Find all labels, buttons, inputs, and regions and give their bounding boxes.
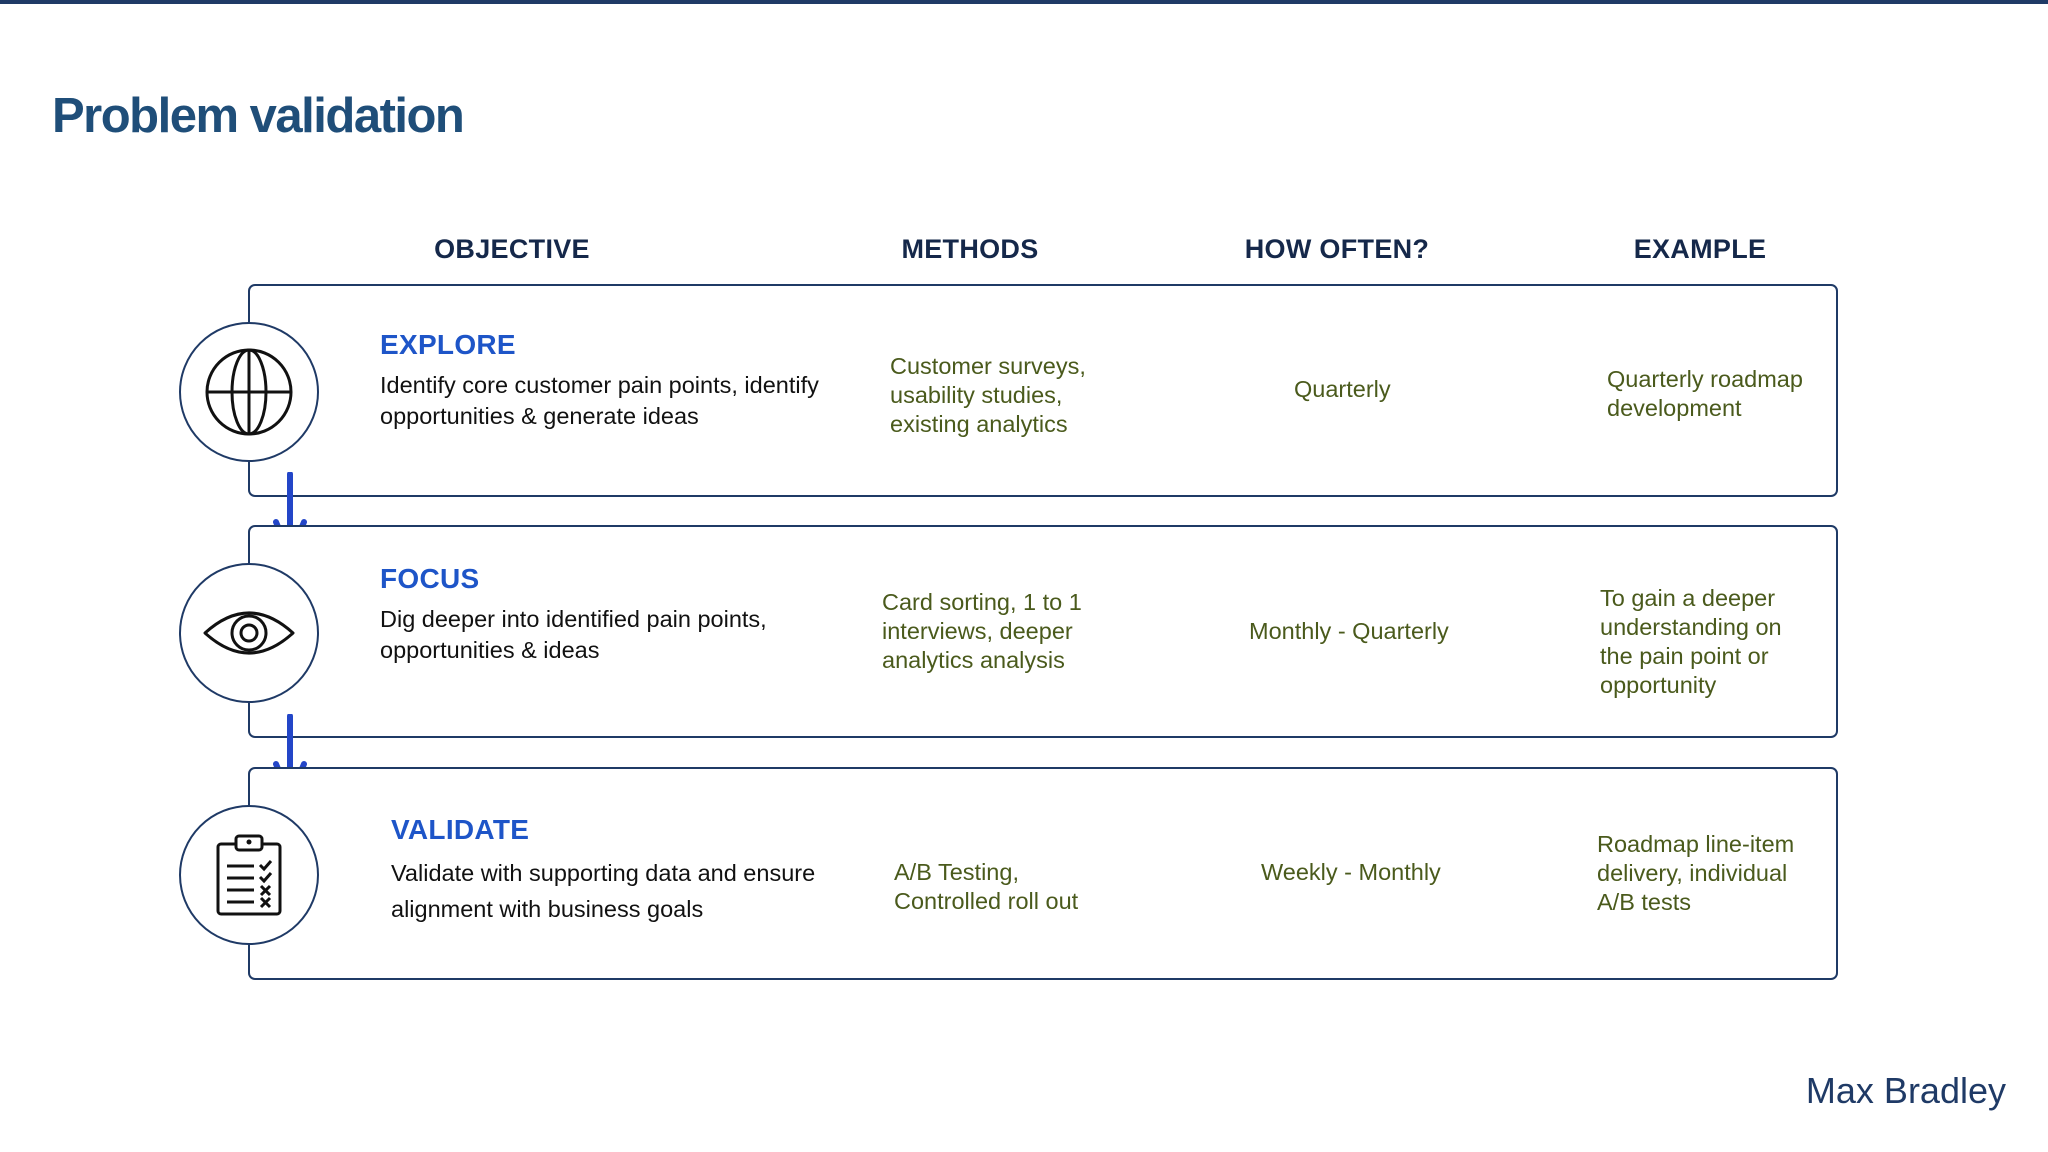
row-title-focus: FOCUS [380, 563, 480, 594]
clipboard-checklist-icon [214, 832, 284, 918]
header-example: EXAMPLE [1633, 234, 1767, 264]
example-focus: To gain a deeper understanding on the pain point or opportunity [1600, 585, 1782, 698]
objective-focus: Dig deeper into identified pain points, opportunities & ideas [380, 606, 767, 663]
top-rule [0, 0, 2048, 4]
globe-icon [203, 346, 295, 438]
header-how-often: HOW OFTEN? [1244, 234, 1430, 264]
validate-icon-circle [179, 805, 319, 945]
objective-explore: Identify core customer pain points, identify opportunities & generate ideas [380, 372, 819, 429]
example-validate: Roadmap line-item delivery, individual A/B tests [1597, 831, 1795, 915]
example-explore: Quarterly roadmap development [1607, 366, 1803, 421]
methods-focus: Card sorting, 1 to 1 interviews, deeper analytics analysis [882, 589, 1082, 673]
objective-validate: Validate with supporting data and ensure alignment with business goals [391, 860, 816, 922]
how-often-explore: Quarterly [1294, 376, 1391, 402]
how-often-focus: Monthly - Quarterly [1249, 618, 1449, 644]
methods-validate: A/B Testing, Controlled roll out [894, 859, 1079, 914]
header-objective: OBJECTIVE [434, 234, 590, 264]
row-title-validate: VALIDATE [391, 814, 530, 845]
page-title: Problem validation [52, 89, 464, 143]
methods-explore: Customer surveys, usability studies, existing analytics [890, 353, 1086, 437]
row-title-explore: EXPLORE [380, 329, 516, 360]
eye-icon [201, 603, 297, 663]
how-often-validate: Weekly - Monthly [1261, 859, 1441, 885]
header-methods: METHODS [901, 234, 1039, 264]
explore-icon-circle [179, 322, 319, 462]
focus-icon-circle [179, 563, 319, 703]
author-name: Max Bradley [1805, 1070, 2006, 1111]
